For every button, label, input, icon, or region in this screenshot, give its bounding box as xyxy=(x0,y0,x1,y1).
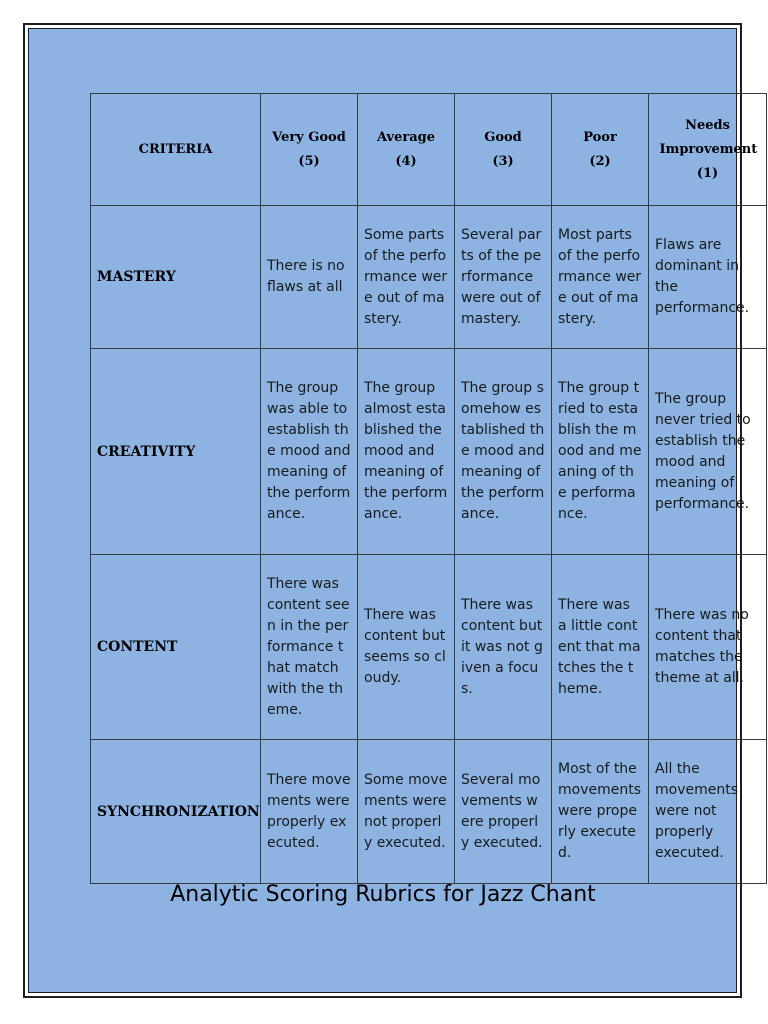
cell-creativity-good: The group somehow established the mood and meaning of the performance. xyxy=(455,349,552,555)
cell-creativity-needs-improvement: The group never tried to establish the mood and meaning of performance. xyxy=(649,349,767,555)
header-score: (1) xyxy=(696,165,719,181)
cell-synchronization-good: Several movements were properly executed. xyxy=(455,740,552,884)
cell-synchronization-poor: Most of the movements were properly executed. xyxy=(552,740,649,884)
table-row-mastery xyxy=(91,206,767,349)
cell-synchronization-average: Some movements were not properly executed. xyxy=(358,740,455,884)
cell-creativity-very-good: The group was able to establish the mood and meaning of the performance. xyxy=(261,349,358,555)
header-needs-improvement xyxy=(649,94,767,206)
cell-creativity-average: The group almost established the mood and meaning of the performance. xyxy=(358,349,455,555)
cell-content-very-good: There was content seen in the performance that match with the theme. xyxy=(261,555,358,740)
header-good xyxy=(455,94,552,206)
header-label: Very Good xyxy=(272,129,346,145)
header-label: Needs Improvement xyxy=(659,117,758,157)
table-row-content xyxy=(91,555,767,740)
header-label: Average xyxy=(376,129,436,145)
header-label: Poor xyxy=(583,129,617,145)
cell-mastery-very-good: There is no flaws at all xyxy=(261,206,358,349)
criterion-synchronization: SYNCHRONIZATION xyxy=(91,740,261,884)
header-row xyxy=(91,94,767,206)
cell-mastery-needs-improvement: Flaws are dominant in the performance. xyxy=(649,206,767,349)
cell-mastery-poor: Most parts of the performance were out of mastery. xyxy=(552,206,649,349)
header-score: (2) xyxy=(589,153,611,169)
table-caption: Analytic Scoring Rubrics for Jazz Chant xyxy=(170,882,596,907)
table-row-synchronization xyxy=(91,740,767,884)
header-score: (4) xyxy=(395,153,417,169)
header-score: (3) xyxy=(492,153,514,169)
cell-creativity-poor: The group tried to establish the mood and meaning of the performance. xyxy=(552,349,649,555)
cell-mastery-average: Some parts of the performance were out of mastery. xyxy=(358,206,455,349)
cell-content-good: There was content but it was not given a focus. xyxy=(455,555,552,740)
criterion-content: CONTENT xyxy=(91,555,261,740)
header-very-good xyxy=(261,94,358,206)
header-criteria: CRITERIA xyxy=(91,94,261,206)
cell-content-average: There was content but seems so cloudy. xyxy=(358,555,455,740)
cell-mastery-good: Several parts of the performance were out of mastery. xyxy=(455,206,552,349)
cell-content-poor: There was a little content that matches the theme. xyxy=(552,555,649,740)
header-average xyxy=(358,94,455,206)
criterion-creativity: CREATIVITY xyxy=(91,349,261,555)
table-row-creativity xyxy=(91,349,767,555)
rubric-table xyxy=(90,93,767,884)
header-score: (5) xyxy=(298,153,320,169)
cell-synchronization-needs-improvement: All the movements were not properly executed. xyxy=(649,740,767,884)
header-label: Good xyxy=(484,129,522,145)
criterion-mastery: MASTERY xyxy=(91,206,261,349)
cell-synchronization-very-good: There movements were properly executed. xyxy=(261,740,358,884)
header-poor xyxy=(552,94,649,206)
cell-content-needs-improvement: There was no content that matches the theme at all. xyxy=(649,555,767,740)
